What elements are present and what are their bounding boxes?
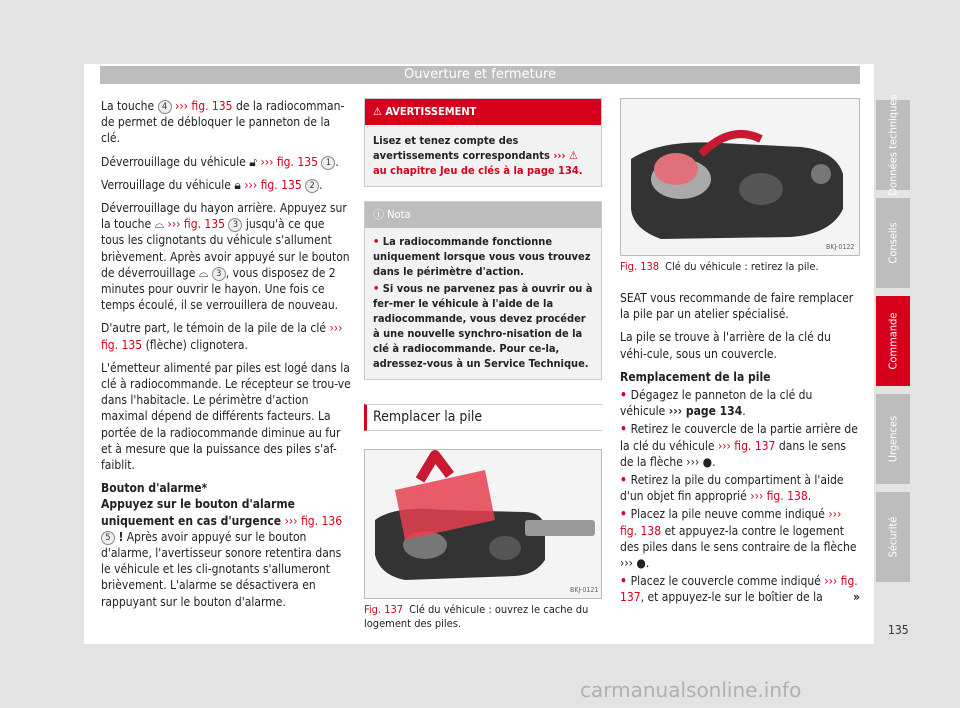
page-number: 135 [888, 623, 909, 637]
tab-urgences[interactable]: Urgences [876, 394, 910, 484]
paragraph: L'émetteur alimenté par piles est logé dans la clé à radiocommande. Le récepteur se trou-ve dans l'habitacle. Le périmètre d'action maximal dépend de différents facteurs. La portée de la radiocommande diminue au fur et à mesure que la puissance des piles s'af-faiblit. [101, 360, 351, 473]
step-item: • Placez le couvercle comme indiqué ››› fig. 137, et appuyez-le sur le boîtier de la » [620, 573, 860, 605]
battery-instructions [620, 290, 860, 606]
trunk-icon: ⌓ [154, 217, 165, 232]
tab-commande[interactable]: Commande [876, 296, 910, 386]
key-battery-cover-illustration [365, 450, 601, 598]
nota-box [364, 201, 602, 380]
lock-icon: 🔒︎ [234, 177, 241, 192]
nota-item: • Si vous ne parvenez pas à ouvrir ou à fer-mer le véhicule à l'aide de la radiocommande, vous devez procéder à une nouvelle synchro-nisation de la clé à radiocommande. Pour ce-la, adressez-vous à un Service Technique. [373, 281, 593, 371]
warning-link[interactable]: ››› ⚠ au chapitre Jeu de clés à la page 134. [373, 149, 583, 178]
callout-number: 3 [212, 267, 226, 281]
tab-donnees-techniques[interactable]: Données techniques [876, 100, 910, 190]
callout-number: 5 [101, 531, 115, 545]
page-link[interactable]: ››› page 134 [668, 404, 743, 419]
column-left [101, 98, 351, 617]
paragraph: Déverrouillage du hayon arrière. Appuyez sur la touche ⌓ ››› fig. 135 3 jusqu'à ce que tous les clignotants du véhicule s'allument brièvement. Après avoir appuyé sur le bouton de déverrouillage ⌓ 3 , vous disposez de 2 minutes pour ouvrir le hayon. Une fois ce temps écoulé, il se verrouillera de nouveau. [101, 201, 350, 313]
nota-header: ⓘ Nota [365, 202, 601, 228]
callout-number: 3 [228, 218, 242, 232]
callout-number: 4 [158, 100, 172, 114]
continue-marker: » [853, 590, 860, 605]
unlock-icon: 🔓︎ [249, 154, 258, 169]
nota-item: • La radiocommande fonctionne uniquement lorsque vous vous trouvez dans le périmètre d'action. [373, 234, 593, 279]
tab-securite[interactable]: Sécurité [876, 492, 910, 582]
paragraph: Déverrouillage du véhicule 🔓︎ ››› fig. 135 1 . [101, 154, 339, 169]
fig-link[interactable]: ››› fig. 136 [284, 513, 343, 528]
paragraph: Verrouillage du véhicule 🔒︎ ››› fig. 135 2 . [101, 177, 323, 192]
key-battery-illustration [621, 99, 859, 255]
figure-code: BKJ-0122 [826, 243, 855, 251]
paragraph: La touche 4 ››› fig. 135 de la radiocomman-de permet de débloquer le panneton de la clé. [101, 99, 345, 146]
alert-icon: ● [702, 454, 713, 469]
warning-header: ⚠ AVERTISSEMENT [365, 99, 601, 125]
nota-body [365, 228, 601, 379]
fig-link[interactable]: ››› fig. 135 [175, 99, 233, 113]
figure-138-caption: Fig. 138 Clé du véhicule : retirez la pile. [620, 260, 819, 273]
watermark: carmanualsonline.info [580, 678, 802, 702]
step-item: • Retirez la pile du compartiment à l'aide d'un objet fin approprié ››› fig. 138. [620, 472, 860, 504]
paragraph: SEAT vous recommande de faire remplacer la pile par un atelier spécialisé. [620, 291, 854, 322]
figure-137-caption: Fig. 137 Clé du véhicule : ouvrez le cache du logement des piles. [364, 602, 589, 630]
fig-link[interactable]: ››› fig. 138 [620, 507, 842, 538]
info-icon: ⓘ [373, 208, 384, 222]
warning-box [364, 98, 602, 187]
callout-number: 2 [305, 179, 319, 193]
section-title: Remplacer la pile [364, 404, 602, 430]
callout-number: 1 [321, 156, 335, 170]
subtitle: Remplacement de la pile [620, 369, 771, 384]
fig-link[interactable]: ››› fig. 137 [717, 438, 776, 453]
trunk-icon: ⌓ [198, 265, 209, 280]
figure-138 [620, 98, 860, 256]
figure-137 [364, 449, 602, 599]
tab-conseils[interactable]: Conseils [876, 198, 910, 288]
fig-link[interactable]: ››› fig. 135 [260, 154, 318, 169]
alert-icon: ● [636, 556, 646, 571]
paragraph: Appuyez sur le bouton d'alarme uniquement en cas d'urgence ››› fig. 136 5 ! Après avoir appuyé sur le bouton d'alarme, l'avertisseur sonore retentira dans le véhicule et les cli-gnotants s'allumeront brièvement. L'alarme se désactivera en rappuyant sur le bouton d'alarme. [101, 497, 343, 609]
warning-body: Lisez et tenez compte des avertissements correspondants ››› ⚠ au chapitre Jeu de clés à la page 134. [373, 134, 583, 178]
alarm-title: Bouton d'alarme* [101, 481, 208, 496]
fig-link[interactable]: ››› fig. 137 [620, 574, 858, 605]
paragraph: La pile se trouve à l'arrière de la clé du véhi-cule, sous un couvercle. [620, 330, 831, 361]
page-header: Ouverture et fermeture [100, 66, 860, 84]
step-item: • Placez la pile neuve comme indiqué ››› fig. 138 et appuyez-la contre le logement des piles dans le sens contraire de la flèche ››› ●. [620, 506, 860, 571]
paragraph: D'autre part, le témoin de la pile de la clé ››› fig. 135 (flèche) clignotera. [101, 321, 343, 352]
figure-code: BKJ-0121 [570, 585, 599, 594]
column-middle [364, 98, 602, 631]
step-item: • Dégagez le panneton de la clé du véhicule ››› page 134. [620, 387, 860, 419]
fig-link[interactable]: ››› fig. 138 [750, 489, 808, 504]
fig-link[interactable]: ››› fig. 135 [244, 177, 302, 192]
warning-icon: ⚠ [373, 105, 382, 118]
column-right [620, 98, 860, 608]
step-item: • Retirez le couvercle de la partie arrière de la clé du véhicule ››› fig. 137 dans le sens de la flèche ››› ●. [620, 421, 860, 470]
fig-link[interactable]: ››› fig. 135 [101, 321, 343, 352]
fig-link[interactable]: ››› fig. 135 [167, 217, 226, 232]
